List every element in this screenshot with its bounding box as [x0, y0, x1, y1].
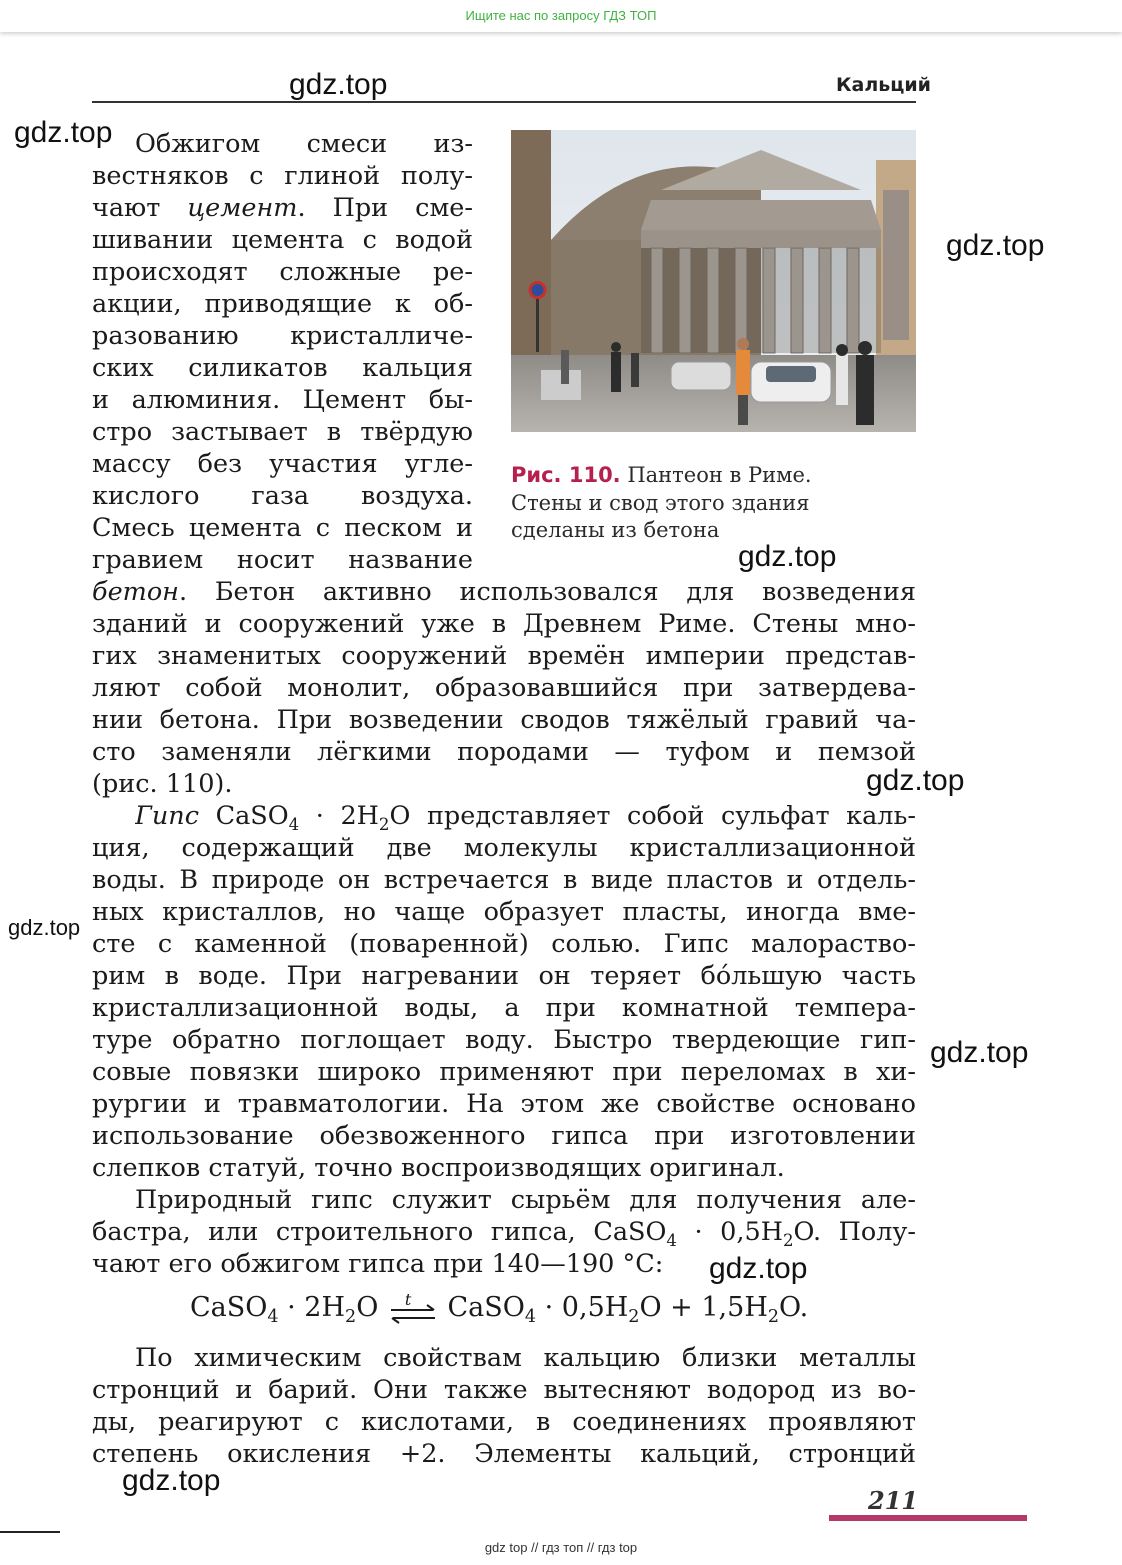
arrow-label: t [404, 1289, 412, 1309]
watermark: gdz.top [8, 915, 81, 940]
text-line: ды, реагируют с кислотами, в соединениях проявляют [92, 1407, 916, 1437]
text-line: стро застывает в твёрдую [92, 417, 473, 447]
text-line: сте с каменной (поваренной) солью. Гипс малораство- [92, 929, 916, 959]
reversible-arrow-icon [387, 1289, 439, 1319]
watermark: gdz.top [14, 116, 113, 149]
text-line: По химическим свойствам кальцию близки металлы [135, 1343, 916, 1373]
text-line: воды. В природе он встречается в виде пластов и отдель- [92, 865, 916, 895]
text-line: бастра, или строительного гипса, CaSO$_4$ · $0,5H_2O$. Полу- [92, 1217, 916, 1248]
text-line: использование обезвоженного гипса при изготовлении [92, 1121, 916, 1151]
text-line: бетон. Бетон активно использовался для возведения [92, 577, 916, 607]
term-concrete: бетон [92, 577, 179, 607]
text-line: сто заменяли лёгкими породами — туфом и пемзой [92, 737, 916, 767]
pantheon-illustration [511, 130, 916, 432]
figure-label: Рис. 110. [511, 463, 621, 487]
pantheon-photo [511, 130, 916, 432]
text-line: рим в воде. При нагревании он теряет бо́льшую часть [92, 961, 916, 991]
text-line: акции, приводящие к об- [92, 289, 473, 319]
text-line: зданий и сооружений уже в Древнем Риме. Стены мно- [92, 609, 916, 639]
caption-line-3: сделаны из бетона [511, 518, 720, 542]
text-line: происходят сложные ре- [92, 257, 473, 287]
text-line: ляют собой монолит, образовавшийся при затвердева- [92, 673, 916, 703]
chapter-title: Кальций [836, 74, 931, 96]
text-line: гих знаменитых сооружений времён империи представ- [92, 641, 916, 671]
term-gypsum: Гипс [135, 801, 200, 831]
top-banner [0, 0, 1122, 32]
footer-links: gdz top // гдз топ // гдз top [484, 1540, 638, 1555]
caption-line-2: Стены и свод этого здания [511, 490, 810, 515]
text-line: Гипс CaSO$_4$ · $2H_2O$ представляет собой сульфат каль- [135, 801, 916, 832]
text-line: чают его обжигом гипса при 140—190 °С: [92, 1249, 664, 1279]
header-divider [92, 101, 916, 103]
text-line: Природный гипс служит сырьём для получения але- [135, 1185, 916, 1215]
watermark: gdz.top [930, 1036, 1029, 1069]
text-line: Обжигом смеси из- [135, 129, 473, 159]
watermark: gdz.top [946, 229, 1045, 262]
text-line: ных кристаллов, но чаще образует пласты, иногда вме- [92, 897, 916, 927]
text-line: вестняков с глиной полу- [92, 161, 473, 191]
text-line: гравием носит название [92, 545, 473, 575]
term-cement: цемент [187, 193, 298, 223]
text-line: совые повязки широко применяют при переломах в хи- [92, 1057, 916, 1087]
text-line: чают цемент. При сме- [92, 193, 473, 223]
text-line: нии бетона. При возведении сводов тяжёлый гравий ча- [92, 705, 916, 735]
text-line: кислого газа воздуха. [92, 481, 473, 511]
text-line: стронций и барий. Они также вытесняют водород из во- [92, 1375, 916, 1405]
bottom-divider [0, 1531, 60, 1533]
top-banner-text: Ищите нас по запросу ГДЗ ТОП [465, 8, 657, 23]
text-line: слепков статуй, точно воспроизводящих оригинал. [92, 1153, 785, 1183]
watermark: gdz.top [866, 764, 965, 797]
text-line: шивании цемента с водой [92, 225, 473, 255]
text-line: туре обратно поглощает воду. Быстро твердеющие гип- [92, 1025, 916, 1055]
page-number: 211 [868, 1486, 919, 1515]
watermark: gdz.top [289, 68, 388, 101]
text-line: Смесь цемента с песком и [92, 513, 473, 543]
text-line: ских силикатов кальция [92, 353, 473, 383]
text-line: степень окисления +2. Элементы кальций, стронций [92, 1439, 916, 1469]
page-number-underline [829, 1515, 1027, 1521]
text-line: и алюминия. Цемент бы- [92, 385, 473, 415]
watermark: gdz.top [122, 1464, 221, 1497]
text-line: кристаллизационной воды, а при комнатной темпера- [92, 993, 916, 1023]
text-line: разованию кристалличе- [92, 321, 473, 351]
text-line: рургии и травматологии. На этом же свойстве основано [92, 1089, 916, 1119]
caption-line-1: Пантеон в Риме. [627, 463, 812, 487]
text-line: массу без участия угле- [92, 449, 473, 479]
text-line: (рис. 110). [92, 769, 233, 799]
text-line: ция, содержащий две молекулы кристаллизационной [92, 833, 916, 863]
watermark: gdz.top [709, 1252, 808, 1285]
chemical-equation: CaSO$_4$ · $2H_2O$ t CaSO$_4$ · $0,5H_2O + 1,5H_2O$. [190, 1291, 808, 1325]
watermark: gdz.top [738, 540, 837, 573]
figure-caption [511, 462, 871, 545]
